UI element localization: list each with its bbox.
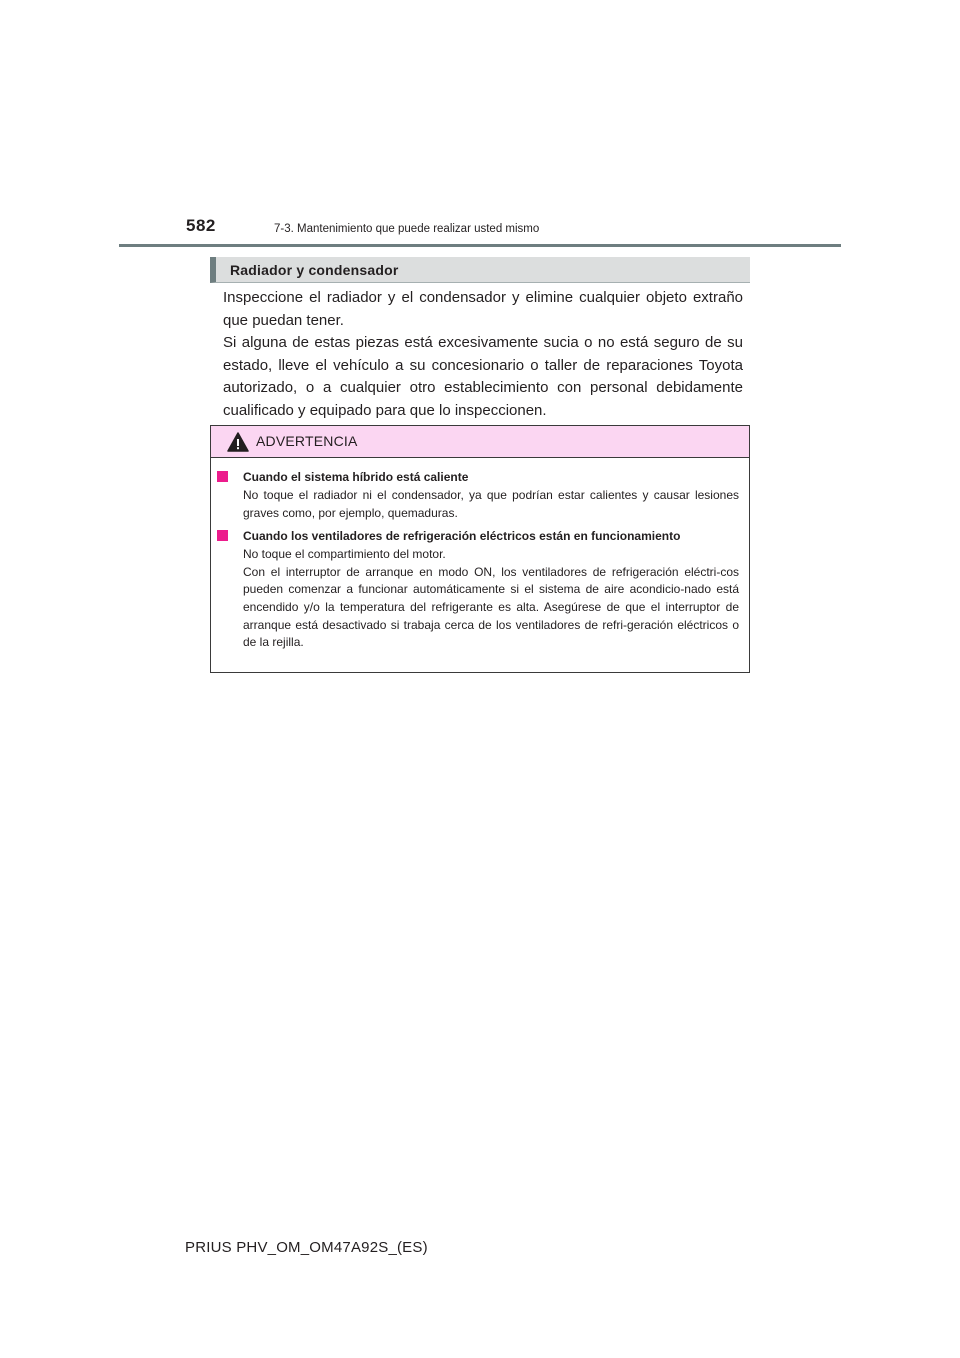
header-rule (119, 244, 841, 247)
document-code: PRIUS PHV_OM_OM47A92S_(ES) (185, 1239, 428, 1256)
warning-line: No toque el compartimiento del motor. (243, 547, 446, 562)
section-heading: Radiador y condensador (230, 262, 399, 278)
warning-title: ADVERTENCIA (256, 433, 358, 449)
warning-box (210, 425, 750, 673)
warning-item-heading-text: Cuando el sistema híbrido está caliente (243, 470, 469, 484)
warning-body (211, 467, 749, 656)
warning-triangle-icon (227, 432, 249, 452)
warning-item (211, 526, 749, 652)
body-text (223, 287, 743, 423)
warning-item-text (211, 546, 749, 652)
square-bullet-icon (217, 471, 228, 482)
warning-item (211, 467, 749, 522)
paragraph-dealer: Si alguna de estas piezas está excesivamente sucia o no está seguro de su estado, lleve el vehículo a su concesionario o taller de reparaciones Toyota autorizado, o a cualquier otro establecimiento con personal debidamente cualificado y equipado para que lo inspeccionen. (223, 334, 743, 419)
page-number: 582 (186, 216, 216, 235)
paragraph-inspect: Inspeccione el radiador y el condensador y elimine cualquier objeto extraño que puedan tener. (223, 289, 743, 329)
warning-item-heading (211, 526, 749, 546)
warning-item-text (211, 487, 749, 522)
warning-item-heading (211, 467, 749, 487)
warning-line: No toque el radiador ni el condensador, ya que podrían estar calientes y causar lesiones graves como, por ejemplo, quemaduras. (243, 488, 739, 520)
square-bullet-icon (217, 530, 228, 541)
warning-item-heading-text: Cuando los ventiladores de refrigeración eléctricos están en funcionamiento (243, 529, 681, 544)
warning-line: Con el interruptor de arranque en modo ON, los ventiladores de refrigeración eléctri-cos pueden comenzar a funcionar automáticamente si el sistema de aire acondicio-nado está encendido y/o la temperatura del refrigerante es alta. Asegúrese de que el interruptor de arranque está desactivado si trabaja cerca de los ventiladores de refri-geración eléctricos o de la rejilla. (243, 564, 739, 650)
subheading-bar (210, 257, 750, 283)
warning-header (211, 426, 749, 458)
section-title: 7-3. Mantenimiento que puede realizar usted mismo (274, 223, 540, 235)
